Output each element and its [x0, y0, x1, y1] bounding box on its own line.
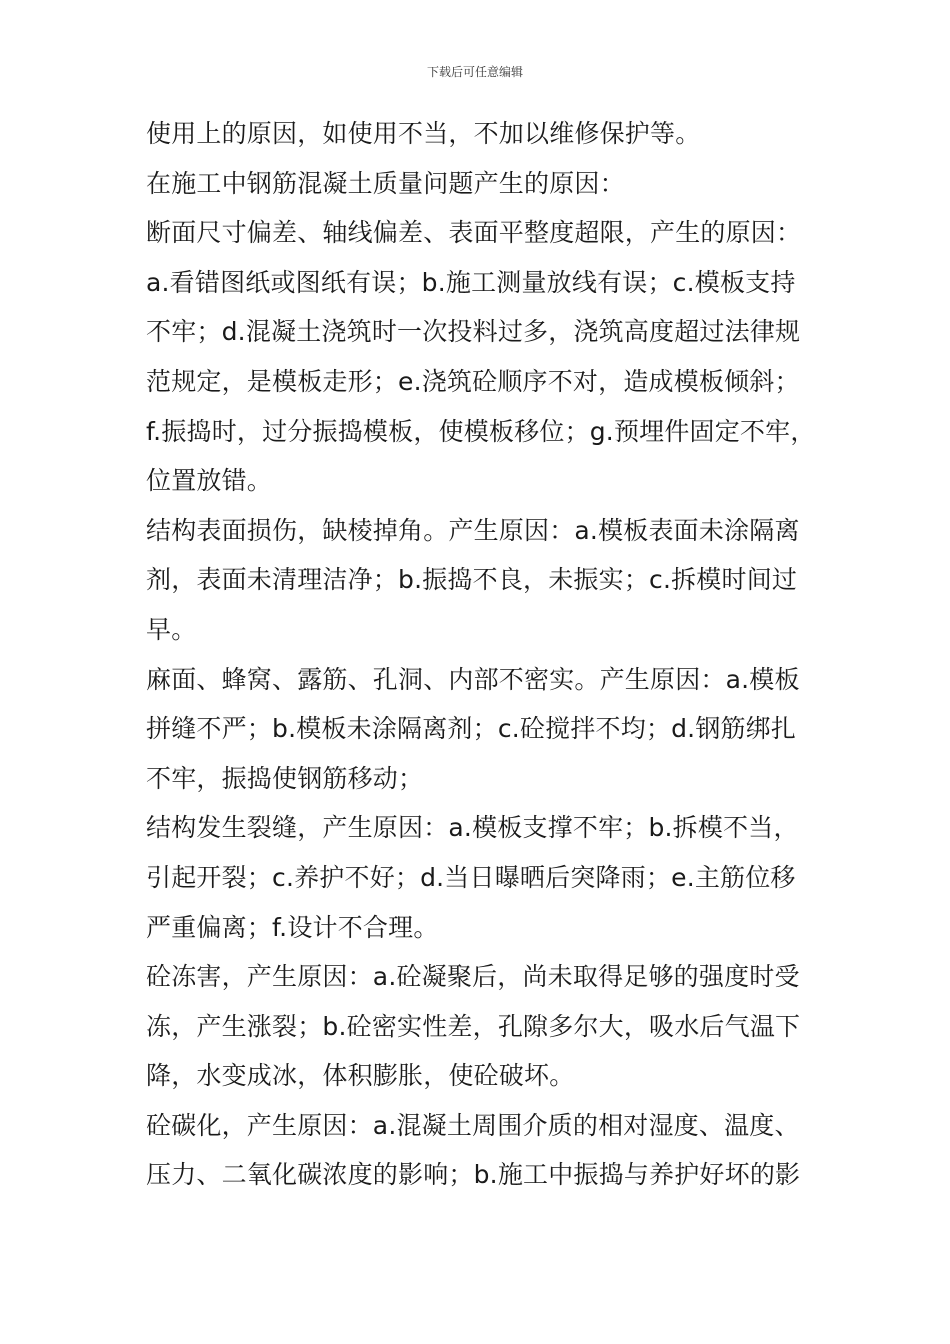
text-line: 不牢；d.混凝土浇筑时一次投料过多，浇筑高度超过法律规 [146, 317, 801, 347]
text-line: 砼碳化，产生原因：a.混凝土周围介质的相对湿度、温度、 [146, 1110, 800, 1140]
text-line: 压力、二氧化碳浓度的影响；b.施工中振捣与养护好坏的影 [146, 1160, 801, 1190]
text-line: 范规定，是模板走形；e.浇筑砼顺序不对，造成模板倾斜； [146, 366, 800, 396]
page-header: 下载后可任意编辑 [426, 65, 523, 79]
text-line: 冻，产生涨裂；b.砼密实性差，孔隙多尔大，吸水后气温下 [146, 1011, 801, 1041]
text-line: 严重偏离；f.设计不合理。 [146, 912, 439, 942]
text-line: 拼缝不严；b.模板未涂隔离剂；c.砼搅拌不均；d.钢筋绑扎 [146, 714, 797, 744]
text-line: 位置放错。 [146, 466, 273, 496]
text-line: 结构发生裂缝，产生原因：a.模板支撑不牢；b.拆模不当， [146, 813, 799, 843]
text-line: 使用上的原因，如使用不当，不加以维修保护等。 [146, 119, 701, 148]
text-line: 不牢，振捣使钢筋移动； [146, 763, 424, 793]
text-line: 结构表面损伤，缺棱掉角。产生原因：a.模板表面未涂隔离 [146, 515, 800, 545]
text-line: 断面尺寸偏差、轴线偏差、表面平整度超限，产生的原因： [146, 218, 802, 248]
text-line: 在施工中钢筋混凝土质量问题产生的原因： [146, 168, 625, 198]
text-line: 麻面、蜂窝、露筋、孔洞、内部不密实。产生原因：a.模板 [146, 664, 800, 694]
text-line: 早。 [146, 614, 197, 644]
text-line: a.看错图纸或图纸有误；b.施工测量放线有误；c.模板支持 [146, 267, 796, 297]
text-line: 降，水变成冰，体积膨胀，使砼破坏。 [146, 1061, 575, 1091]
text-line: f.振捣时，过分振捣模板，使模板移位；g.预埋件固定不牢， [146, 416, 816, 446]
document-body [146, 109, 846, 1200]
text-line: 砼冻害，产生原因：a.砼凝聚后，尚未取得足够的强度时受 [146, 962, 800, 992]
text-line: 引起开裂；c.养护不好；d.当日曝晒后突降雨；e.主筋位移 [146, 862, 796, 892]
text-line: 剂，表面未清理洁净；b.振捣不良，未振实；c.拆模时间过 [146, 565, 798, 595]
